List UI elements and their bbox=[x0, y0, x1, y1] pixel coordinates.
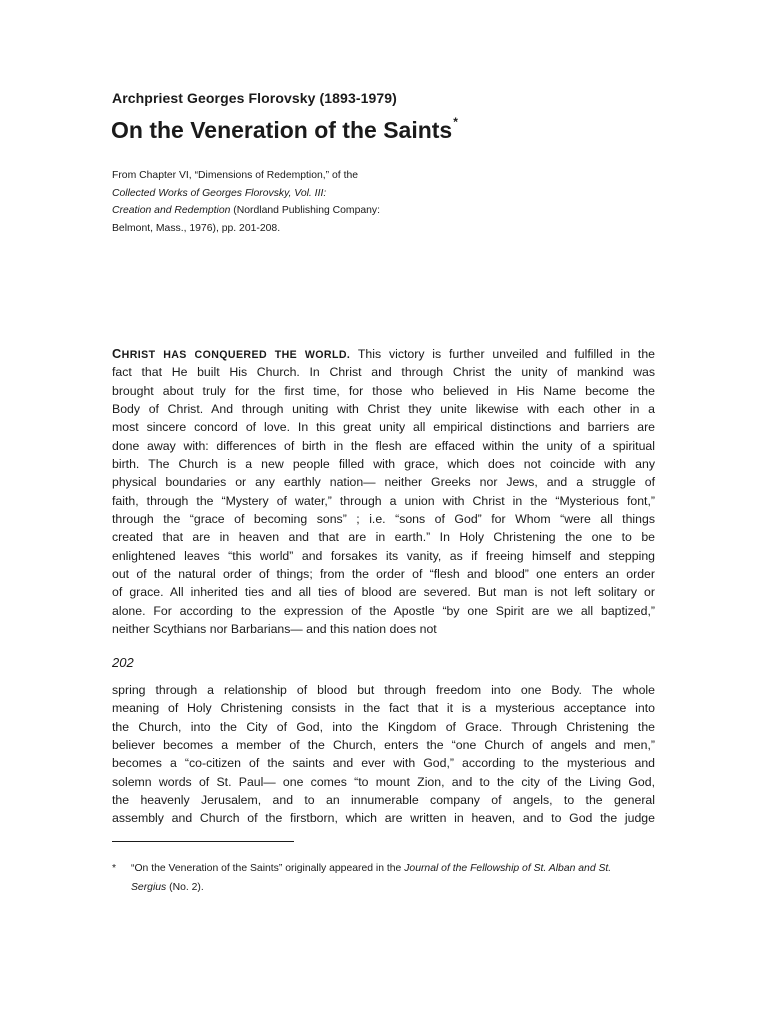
author-line: Archpriest Georges Florovsky (1893-1979) bbox=[112, 90, 397, 106]
source-publisher: (Nordland Publishing Company: bbox=[230, 205, 381, 217]
first-line-rest: This victory is further unveiled and fulfilled in the bbox=[350, 347, 655, 361]
text-line: birth. The Church is a new people filled with grace, which does not coincide with any bbox=[112, 457, 655, 472]
footnote-journal-title-cont: Sergius bbox=[131, 882, 167, 893]
lead-in-smallcaps bbox=[112, 346, 351, 361]
footnote-intro: “On the Veneration of the Saints” originally appeared in the bbox=[131, 863, 405, 874]
text-line: Body of Christ. And through uniting with Christ they unite likewise with each other in a bbox=[112, 402, 655, 417]
text-line: most sincere concord of love. In this great unity all empirical distinctions and barriers are bbox=[112, 420, 655, 435]
footnote-divider bbox=[112, 841, 294, 842]
text-line: enlightened leaves “this world” and forsakes its vanity, as if freeing himself and stepping bbox=[112, 548, 655, 563]
footnote-line-2 bbox=[131, 878, 611, 897]
text-line: brought about truly for the first time, for those who believed in His Name become the bbox=[112, 383, 655, 398]
footnote-journal-title: Journal of the Fellowship of St. Alban and St. bbox=[404, 863, 612, 874]
text-line: of grace. All inherited ties and all ties of blood are severed. But man is not left solitary or bbox=[112, 585, 655, 600]
footnote-mark: * bbox=[112, 863, 117, 874]
text-line: spring through a relationship of blood but through freedom into one Body. The whole bbox=[112, 683, 655, 697]
source-citation bbox=[112, 167, 380, 238]
text-line: assembly and Church of the firstborn, which are written in heaven, and to God the judge bbox=[112, 811, 655, 826]
title-text: On the Veneration of the Saints bbox=[111, 117, 453, 143]
text-line: fact that He built His Church. In Christ and through Christ the unity of mankind was bbox=[112, 365, 655, 380]
source-line-3 bbox=[112, 202, 380, 220]
source-line-4: Belmont, Mass., 1976), pp. 201-208. bbox=[112, 223, 281, 235]
text-line: the heavenly Jerusalem, and to an innumerable company of angels, to the general bbox=[112, 793, 655, 808]
text-line: through the “grace of becoming sons” ; i.e. “sons of God” for Whom “were all things bbox=[112, 512, 655, 527]
paragraph-1 bbox=[112, 345, 655, 639]
text-line: physical boundaries or any earthly nation— neither Greeks nor Jews, and a struggle of bbox=[112, 475, 655, 490]
source-line-2: Collected Works of Georges Florovsky, Vol. III: bbox=[112, 187, 327, 199]
text-line: alone. For according to the expression of the Apostle “by one Spirit are we all baptized,” bbox=[112, 603, 655, 618]
footnote-line-1 bbox=[131, 859, 611, 878]
text-line: faith, through the “Mystery of water,” through a union with Christ in the “Mysterious font,” bbox=[112, 493, 655, 508]
title-footnote-mark[interactable]: * bbox=[453, 115, 458, 130]
text-line: meaning of Holy Christening consists in the fact that it is a mysterious acceptance into bbox=[112, 701, 655, 716]
text-line: done away with: differences of birth in the flesh are effaced within the unity of a spiritual bbox=[112, 438, 655, 453]
text-line: created that are in heaven and that are in earth.” In Holy Christening the one to be bbox=[112, 530, 655, 545]
lead-in-rest: HRIST HAS CONQUERED THE WORLD. bbox=[121, 349, 351, 361]
footnote-issue: (No. 2). bbox=[166, 882, 204, 893]
paragraph-1-first-line bbox=[112, 345, 655, 363]
paragraph-2 bbox=[112, 681, 655, 828]
article-title bbox=[111, 117, 458, 144]
source-book-title: Creation and Redemption bbox=[112, 205, 231, 217]
page-number: 202 bbox=[112, 655, 134, 670]
text-line: neither Scythians nor Barbarians— and this nation does not bbox=[112, 622, 437, 637]
text-line: solemn words of St. Paul— one comes “to mount Zion, and to the city of the Living God, bbox=[112, 774, 655, 789]
text-line: believer becomes a member of the Church, enters the “one Church of angels and men,” bbox=[112, 738, 655, 753]
text-line: becomes a “co-citizen of the saints and ever with God,” according to the mysterious and bbox=[112, 756, 655, 771]
footnote-text bbox=[131, 859, 611, 897]
text-line: the Church, into the City of God, into the Kingdom of Grace. Through Christening the bbox=[112, 719, 655, 734]
text-line: out of the natural order of things; from the order of “flesh and blood” one enters an order bbox=[112, 567, 655, 582]
lead-in-capital: C bbox=[112, 346, 122, 361]
source-line-1: From Chapter VI, “Dimensions of Redemption,” of the bbox=[112, 170, 359, 181]
